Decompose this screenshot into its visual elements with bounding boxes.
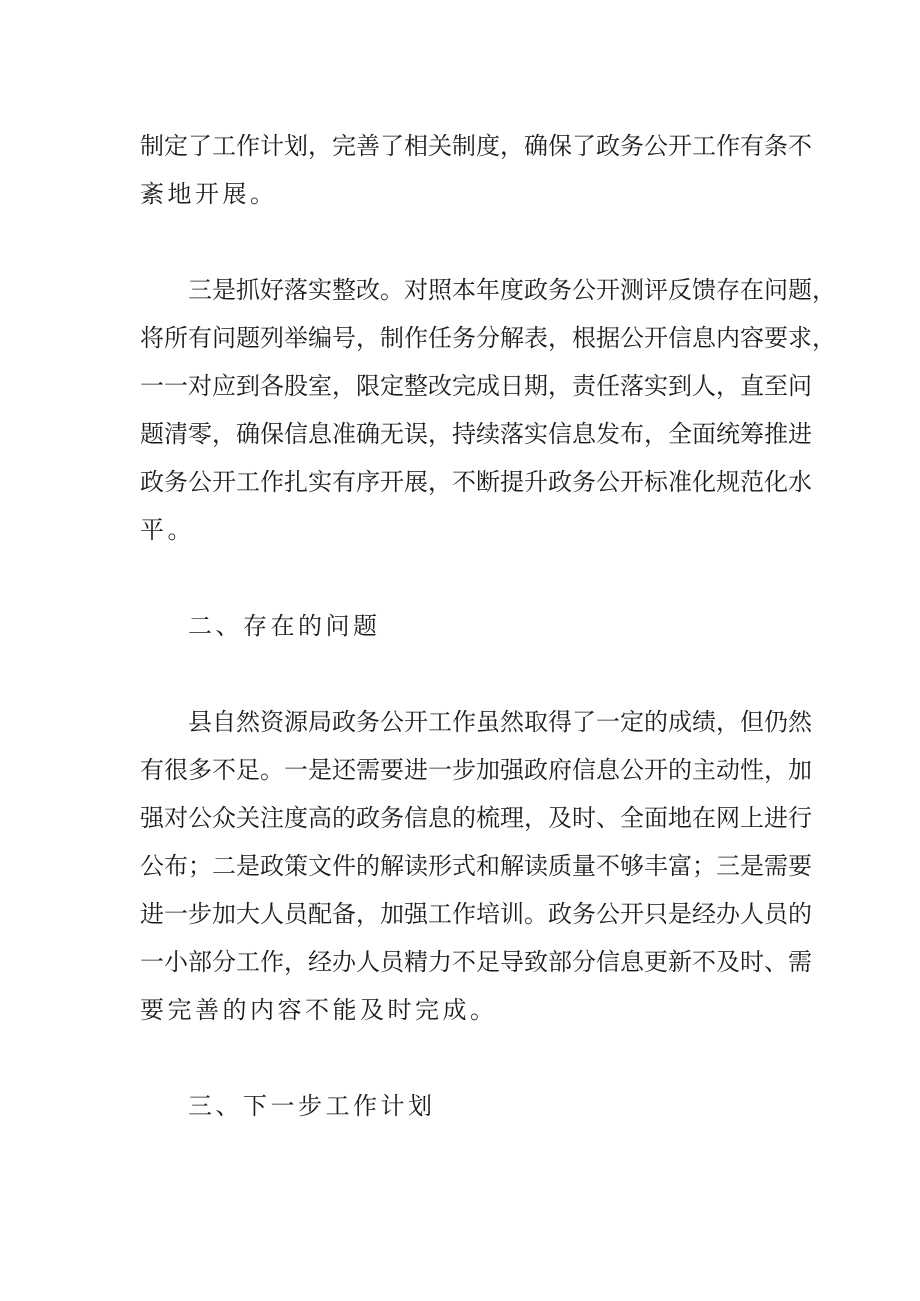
paragraph-line: 一一对应到各股室，限定整改完成日期，责任落实到人，直至问 [140,372,812,400]
paragraph-line: 县自然资源局政务公开工作虽然取得了一定的成绩，但仍然 [188,708,812,736]
paragraph-line: 紊地开展。 [140,180,278,208]
paragraph-line: 有很多不足。一是还需要进一步加强政府信息公开的主动性，加 [140,756,812,784]
paragraph-line: 三是抓好落实整改。对照本年度政务公开测评反馈存在问题， [188,276,836,304]
paragraph-line: 要完善的内容不能及时完成。 [140,996,498,1024]
paragraph-line: 将所有问题列举编号，制作任务分解表，根据公开信息内容要求， [140,324,836,352]
paragraph-line: 题清零，确保信息准确无误，持续落实信息发布，全面统筹推进 [140,420,812,448]
section-heading: 三、下一步工作计划 [188,1092,436,1120]
paragraph-line: 政务公开工作扎实有序开展，不断提升政务公开标准化规范化水 [140,468,812,496]
section-heading: 二、存在的问题 [188,612,381,640]
paragraph-line: 一小部分工作，经办人员精力不足导致部分信息更新不及时、需 [140,948,812,976]
paragraph-line: 公布；二是政策文件的解读形式和解读质量不够丰富；三是需要 [140,852,812,880]
paragraph-line: 制定了工作计划，完善了相关制度，确保了政务公开工作有条不 [140,132,812,160]
paragraph-line: 平。 [140,516,195,544]
paragraph-line: 进一步加大人员配备，加强工作培训。政务公开只是经办人员的 [140,900,812,928]
paragraph-line: 强对公众关注度高的政务信息的梳理，及时、全面地在网上进行 [140,804,812,832]
